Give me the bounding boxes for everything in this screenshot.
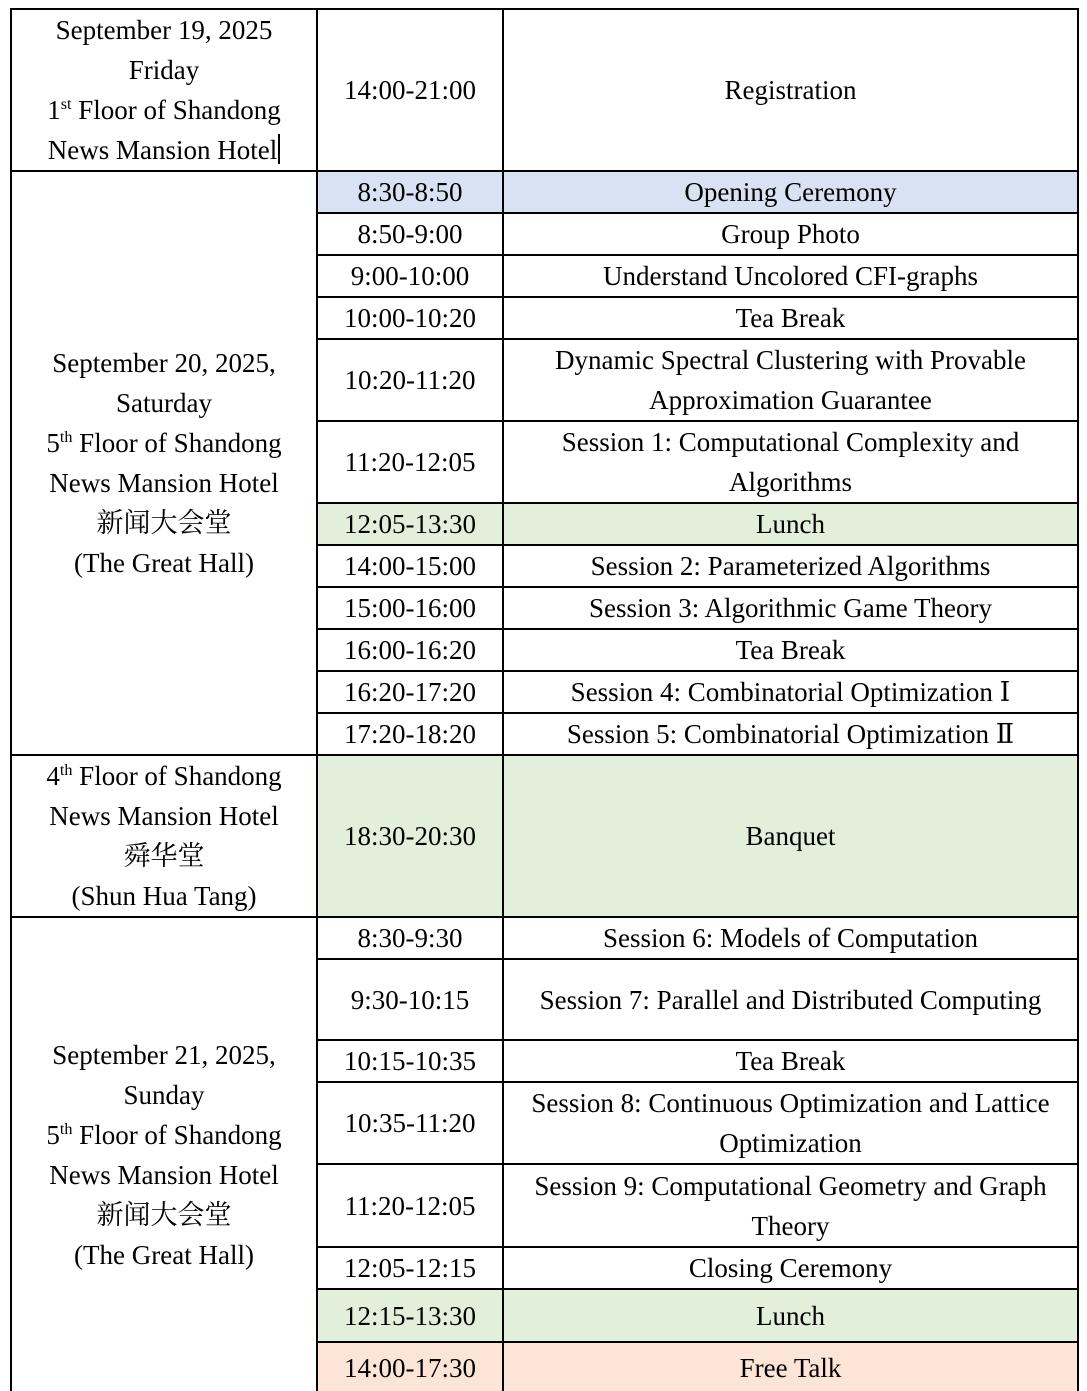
time-cell: 14:00-15:00 bbox=[317, 545, 503, 587]
date-line: News Mansion Hotel bbox=[18, 130, 310, 170]
time-cell: 14:00-21:00 bbox=[317, 9, 503, 171]
event-cell: Tea Break bbox=[503, 1040, 1078, 1082]
time-cell: 10:35-11:20 bbox=[317, 1082, 503, 1164]
date-cell-saturday bbox=[11, 171, 317, 755]
event-cell: Session 6: Models of Computation bbox=[503, 917, 1078, 959]
time-cell: 8:50-9:00 bbox=[317, 213, 503, 255]
date-line: Friday bbox=[128, 55, 200, 85]
event-cell: Opening Ceremony bbox=[503, 171, 1078, 213]
event-cell: Session 3: Algorithmic Game Theory bbox=[503, 587, 1078, 629]
date-line: September 20, 2025, bbox=[52, 348, 276, 378]
event-cell: Session 2: Parameterized Algorithms bbox=[503, 545, 1078, 587]
table-row bbox=[11, 9, 1078, 171]
event-cell: Tea Break bbox=[503, 297, 1078, 339]
time-cell: 17:20-18:20 bbox=[317, 713, 503, 755]
table-row bbox=[11, 171, 1078, 213]
table-row bbox=[11, 755, 1078, 917]
time-cell: 16:00-16:20 bbox=[317, 629, 503, 671]
event-cell: Session 1: Computational Complexity and Algorithms bbox=[503, 421, 1078, 503]
time-cell: 11:20-12:05 bbox=[317, 421, 503, 503]
time-cell: 16:20-17:20 bbox=[317, 671, 503, 713]
time-cell: 11:20-12:05 bbox=[317, 1164, 503, 1247]
date-line: 5th Floor of Shandong bbox=[46, 1120, 282, 1150]
event-cell: Group Photo bbox=[503, 213, 1078, 255]
time-cell: 9:30-10:15 bbox=[317, 959, 503, 1040]
table-row bbox=[11, 917, 1078, 959]
ordinal-superscript: th bbox=[59, 761, 73, 779]
event-cell: Closing Ceremony bbox=[503, 1247, 1078, 1289]
ordinal-superscript: th bbox=[59, 1120, 73, 1138]
event-cell: Banquet bbox=[503, 755, 1078, 917]
date-line: News Mansion Hotel bbox=[49, 1160, 279, 1190]
time-cell: 12:05-13:30 bbox=[317, 503, 503, 545]
event-cell: Understand Uncolored CFI-graphs bbox=[503, 255, 1078, 297]
date-cell-friday bbox=[11, 9, 317, 171]
date-line-chinese: 舜华堂 bbox=[123, 841, 205, 871]
time-cell: 14:00-17:30 bbox=[317, 1342, 503, 1391]
time-cell: 10:20-11:20 bbox=[317, 339, 503, 421]
event-cell: Session 5: Combinatorial Optimization Ⅱ bbox=[503, 713, 1078, 755]
date-line: (Shun Hua Tang) bbox=[71, 881, 257, 911]
date-line-chinese: 新闻大会堂 bbox=[96, 508, 232, 538]
date-line: Saturday bbox=[116, 388, 212, 418]
time-cell: 10:15-10:35 bbox=[317, 1040, 503, 1082]
date-line: September 19, 2025 bbox=[55, 15, 273, 45]
date-cell-banquet bbox=[11, 755, 317, 917]
time-cell: 12:15-13:30 bbox=[317, 1289, 503, 1342]
time-cell: 12:05-12:15 bbox=[317, 1247, 503, 1289]
event-cell: Dynamic Spectral Clustering with Provable Approximation Guarantee bbox=[503, 339, 1078, 421]
event-cell: Free Talk bbox=[503, 1342, 1078, 1391]
date-line: 1st Floor of Shandong bbox=[47, 95, 281, 125]
time-cell: 9:00-10:00 bbox=[317, 255, 503, 297]
date-line: Sunday bbox=[123, 1080, 205, 1110]
time-cell: 15:00-16:00 bbox=[317, 587, 503, 629]
event-cell: Session 8: Continuous Optimization and Lattice Optimization bbox=[503, 1082, 1078, 1164]
event-cell: Session 7: Parallel and Distributed Computing bbox=[503, 959, 1078, 1040]
conference-schedule-table bbox=[10, 8, 1079, 1391]
time-cell: 18:30-20:30 bbox=[317, 755, 503, 917]
ordinal-superscript: th bbox=[59, 428, 73, 446]
event-cell: Lunch bbox=[503, 1289, 1078, 1342]
date-line: News Mansion Hotel bbox=[49, 801, 279, 831]
event-cell: Registration bbox=[503, 9, 1078, 171]
event-cell: Session 9: Computational Geometry and Graph Theory bbox=[503, 1164, 1078, 1247]
time-cell: 8:30-8:50 bbox=[317, 171, 503, 213]
date-line: 5th Floor of Shandong bbox=[46, 428, 282, 458]
date-line: News Mansion Hotel bbox=[49, 468, 279, 498]
event-cell: Session 4: Combinatorial Optimization Ⅰ bbox=[503, 671, 1078, 713]
date-line-chinese: 新闻大会堂 bbox=[96, 1200, 232, 1230]
date-line: (The Great Hall) bbox=[74, 548, 254, 578]
time-cell: 10:00-10:20 bbox=[317, 297, 503, 339]
ordinal-superscript: st bbox=[60, 95, 72, 113]
date-line: September 21, 2025, bbox=[52, 1040, 276, 1070]
event-cell: Tea Break bbox=[503, 629, 1078, 671]
date-line: 4th Floor of Shandong bbox=[46, 761, 282, 791]
date-cell-sunday bbox=[11, 917, 317, 1391]
text-cursor-caret bbox=[278, 134, 280, 164]
date-line: (The Great Hall) bbox=[74, 1240, 254, 1270]
time-cell: 8:30-9:30 bbox=[317, 917, 503, 959]
event-cell: Lunch bbox=[503, 503, 1078, 545]
